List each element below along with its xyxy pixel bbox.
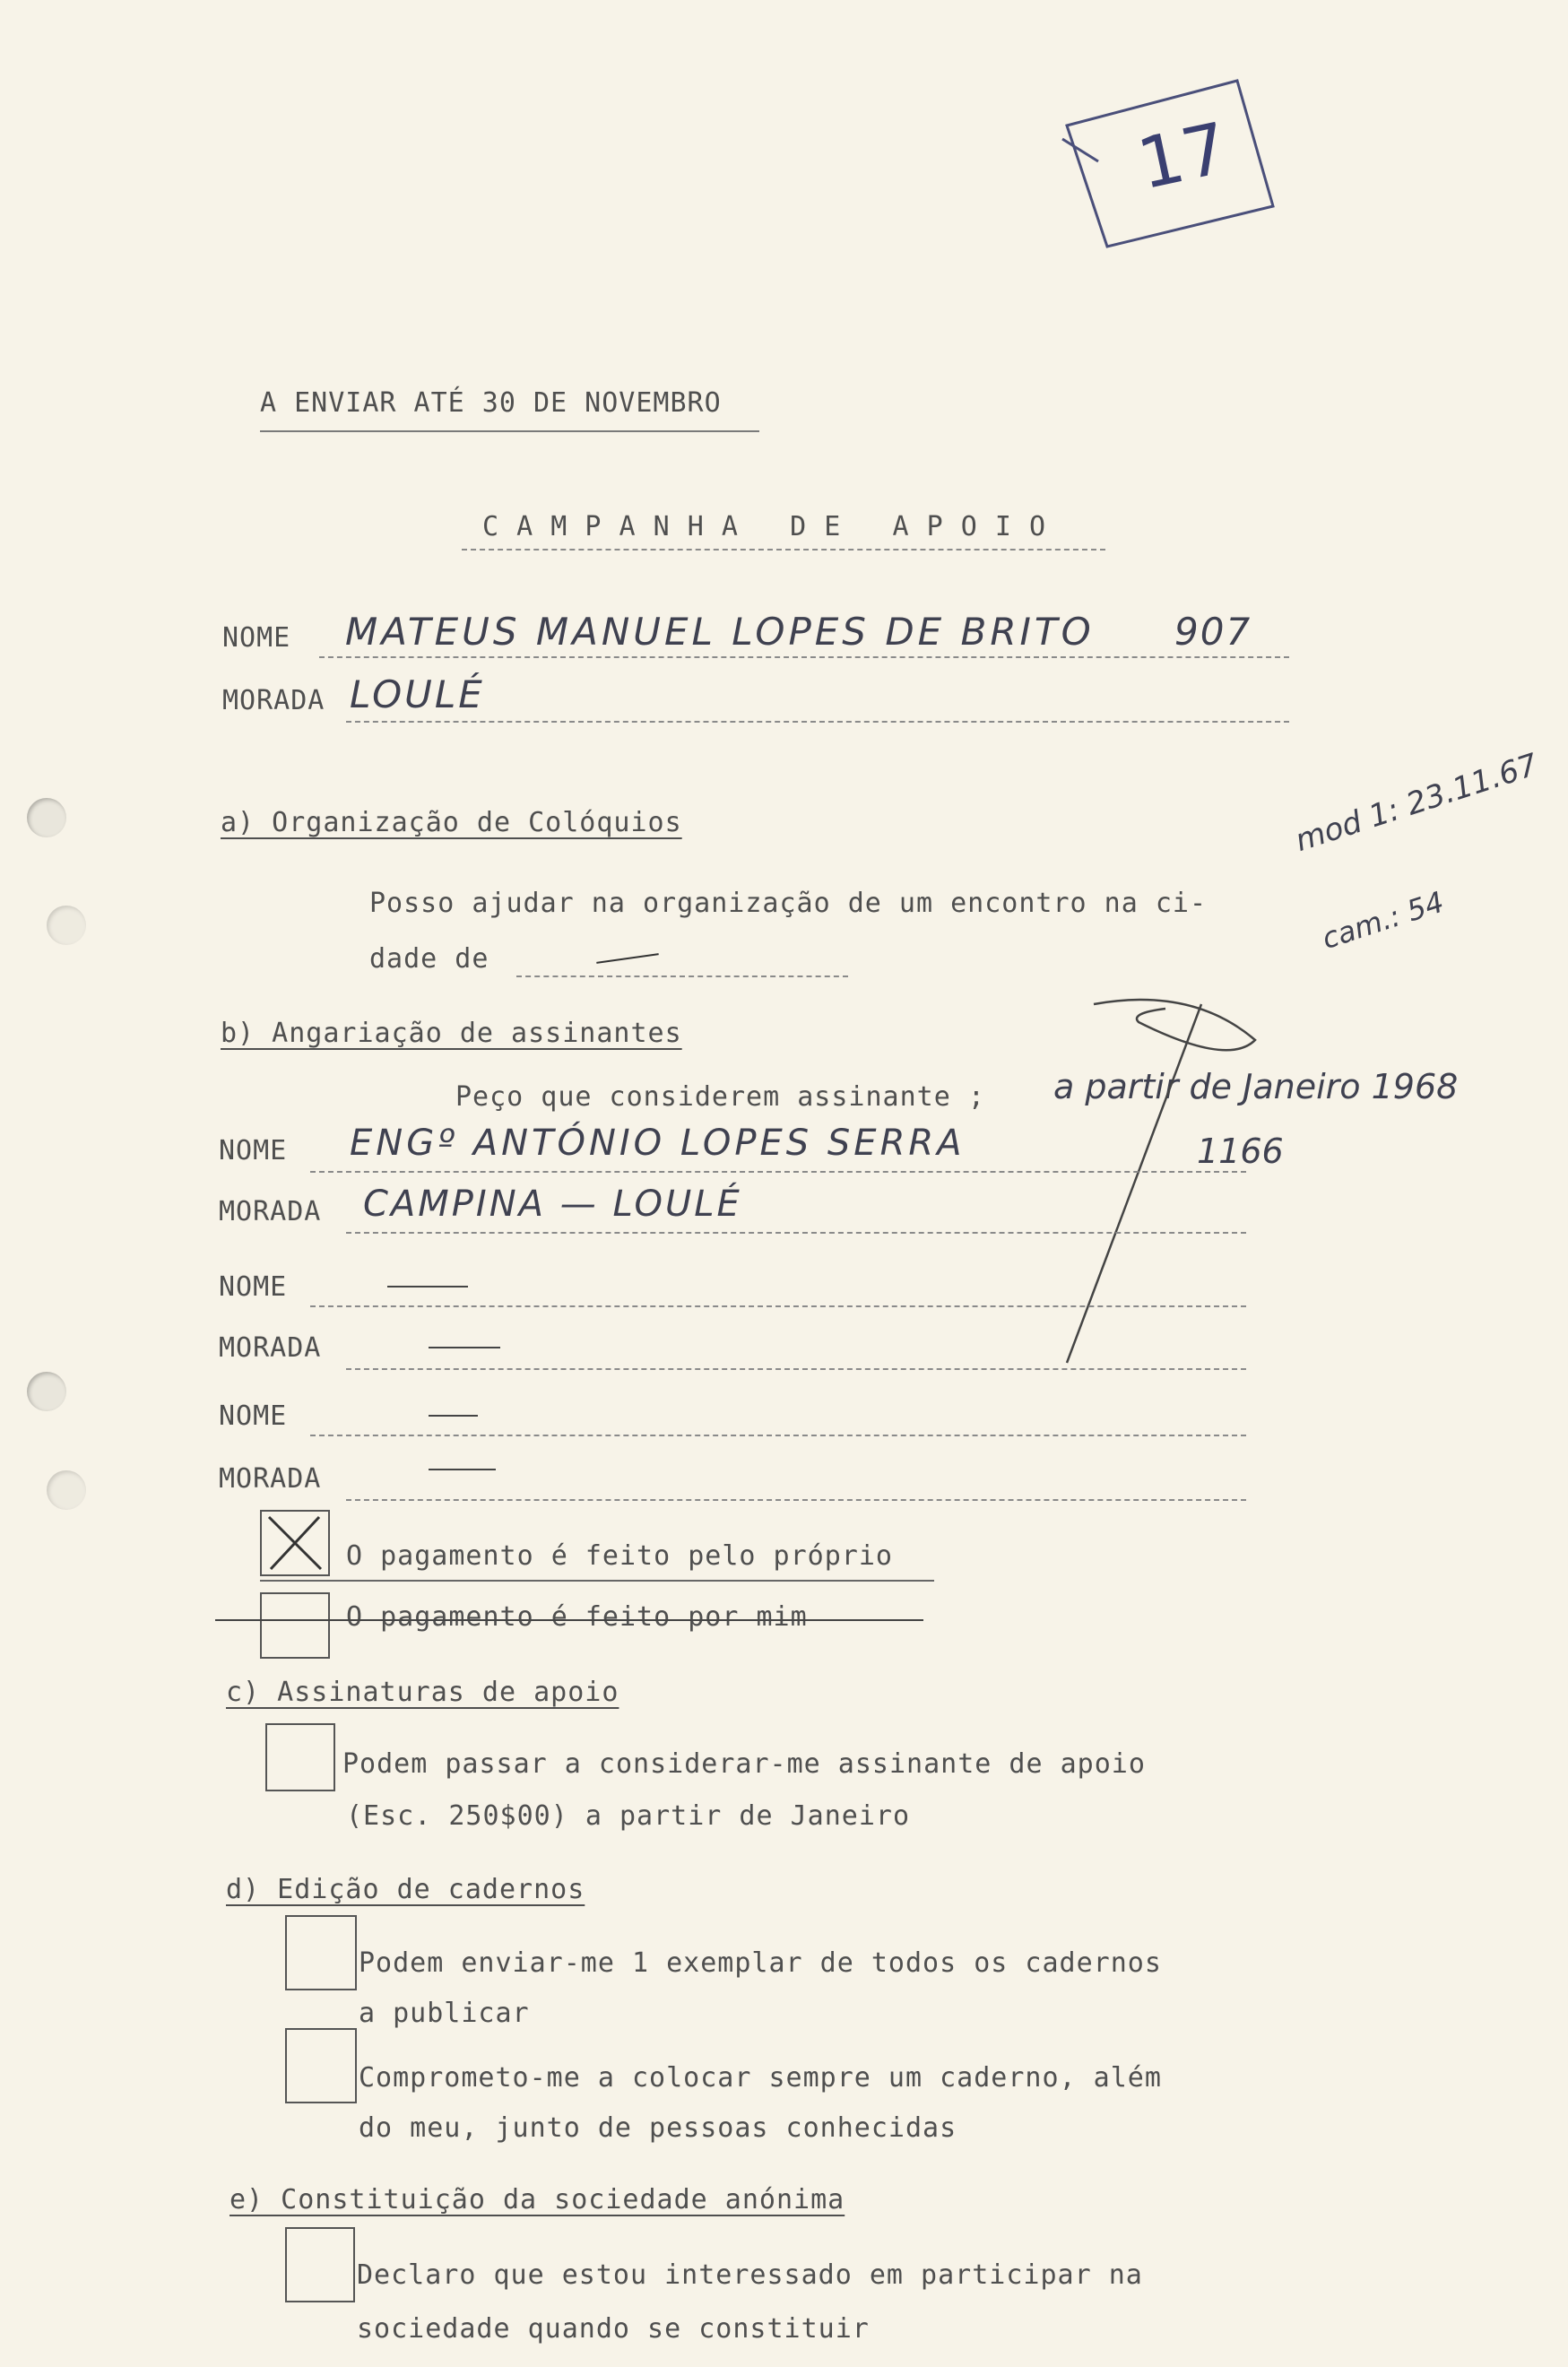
punch-hole bbox=[47, 1470, 86, 1510]
deadline-text: A ENVIAR ATÉ 30 DE NOVEMBRO bbox=[260, 387, 722, 419]
payment-own-checkbox[interactable] bbox=[260, 1510, 330, 1576]
check-x-icon bbox=[262, 1512, 328, 1574]
section-d-option2-2: do meu, junto de pessoas conhecidas bbox=[359, 2112, 957, 2144]
section-c-heading: c) Assinaturas de apoio bbox=[226, 1677, 619, 1708]
section-e-heading: e) Constituição da sociedade anónima bbox=[230, 2184, 845, 2215]
section-c-text: Podem passar a considerar-me assinante de apoio bbox=[342, 1748, 1146, 1780]
subscriber-name-label: NOME bbox=[219, 1135, 288, 1166]
subscriber2-name-label: NOME bbox=[219, 1271, 288, 1303]
punch-hole bbox=[27, 1372, 66, 1411]
subscriber2-address-field[interactable] bbox=[346, 1368, 1246, 1370]
subscriber2-address-label: MORADA bbox=[219, 1332, 322, 1364]
support-subscription-checkbox[interactable] bbox=[265, 1723, 335, 1791]
form-title: C A M P A N H A D E A P O I O bbox=[482, 511, 1047, 542]
margin-note-1: mod 1: 23.11.67 bbox=[1291, 746, 1543, 860]
section-a-heading: a) Organização de Colóquios bbox=[221, 807, 682, 838]
subscriber3-name-label: NOME bbox=[219, 1400, 288, 1432]
payment-mine-strike bbox=[215, 1619, 923, 1621]
subscriber3-address-field[interactable] bbox=[346, 1499, 1246, 1501]
payment-mine-checkbox[interactable] bbox=[260, 1592, 330, 1659]
subscriber-address: CAMPINA — LOULÉ bbox=[363, 1184, 742, 1225]
subscriber2-name-field[interactable] bbox=[310, 1305, 1246, 1307]
section-c-text-2: (Esc. 250$00) a partir de Janeiro bbox=[346, 1800, 911, 1832]
section-b-request: Peço que considerem assinante ; bbox=[455, 1081, 985, 1113]
name-label: NOME bbox=[222, 622, 291, 654]
handwritten-start-date: a partir de Janeiro 1968 bbox=[1053, 1067, 1459, 1106]
section-e-text: Declaro que estou interessado em participar na bbox=[357, 2259, 1143, 2291]
section-a-text-2: dade de bbox=[369, 943, 489, 975]
margin-note-2: cam.: 54 bbox=[1318, 884, 1449, 957]
applicant-number: 907 bbox=[1174, 610, 1252, 654]
section-e-text-2: sociedade quando se constituir bbox=[357, 2313, 870, 2345]
city-field[interactable] bbox=[516, 975, 848, 977]
applicant-name: MATEUS MANUEL LOPES DE BRITO bbox=[345, 610, 1095, 654]
page-number: 17 bbox=[1131, 108, 1235, 206]
payment-mine-text: O pagamento é feito por mim bbox=[346, 1601, 808, 1633]
punch-hole bbox=[27, 798, 66, 837]
address-label: MORADA bbox=[222, 685, 325, 716]
section-a-text: Posso ajudar na organização de um encontro na ci- bbox=[369, 888, 1208, 919]
section-d-option1: Podem enviar-me 1 exemplar de todos os cadernos bbox=[359, 1947, 1162, 1979]
subscriber-address-label: MORADA bbox=[219, 1196, 322, 1227]
section-d-heading: d) Edição de cadernos bbox=[226, 1874, 585, 1905]
punch-hole bbox=[47, 906, 86, 945]
receive-copies-checkbox[interactable] bbox=[285, 1915, 357, 1990]
subscriber3-address-label: MORADA bbox=[219, 1463, 322, 1495]
subscriber-number: 1166 bbox=[1197, 1131, 1284, 1171]
subscriber3-name-field[interactable] bbox=[310, 1435, 1246, 1436]
section-d-option1-2: a publicar bbox=[359, 1998, 530, 2029]
subscriber-name: ENGº ANTÓNIO LOPES SERRA bbox=[350, 1123, 966, 1164]
applicant-address: LOULÉ bbox=[350, 672, 485, 716]
section-b-heading: b) Angariação de assinantes bbox=[221, 1018, 682, 1049]
distribute-copies-checkbox[interactable] bbox=[285, 2028, 357, 2103]
payment-own-text: O pagamento é feito pelo próprio bbox=[346, 1540, 893, 1572]
section-d-option2: Comprometo-me a colocar sempre um caderno, além bbox=[359, 2062, 1162, 2094]
company-interest-checkbox[interactable] bbox=[285, 2227, 355, 2302]
